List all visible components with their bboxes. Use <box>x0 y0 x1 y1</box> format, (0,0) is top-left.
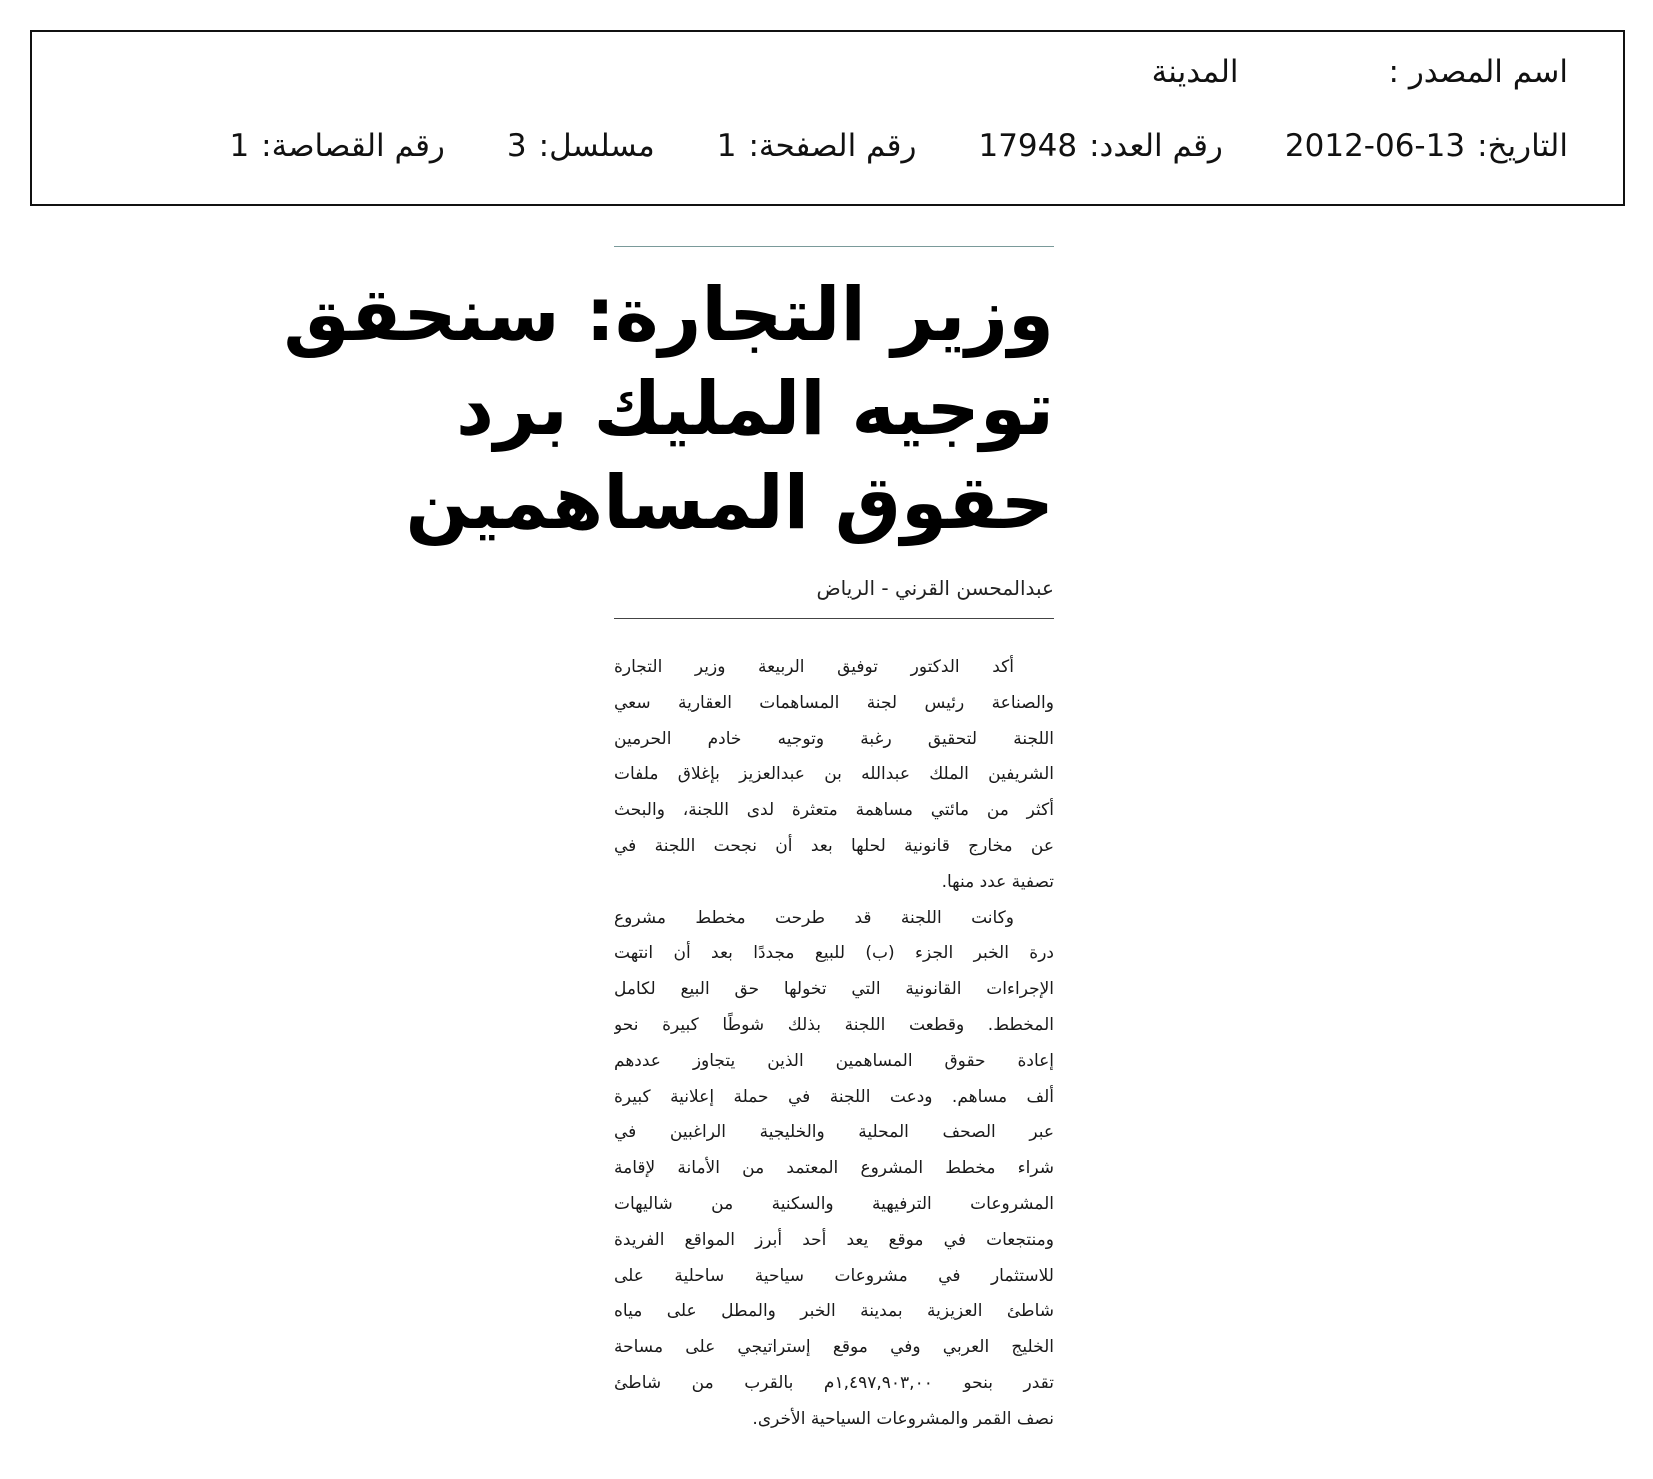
clip-field <box>229 128 444 164</box>
article-byline: عبدالمحسن القرني - الرياض <box>816 576 1054 600</box>
article-top-rule <box>614 246 1054 247</box>
source-row <box>1152 54 1568 90</box>
clipping-metadata-box <box>30 30 1625 206</box>
headline-line: حقوق المساهمين <box>405 460 1054 546</box>
body-line: وكانت اللجنة قد طرحت مخطط مشروع <box>614 907 1014 928</box>
date-value: 2012-06-13 <box>1284 128 1466 164</box>
article-body <box>614 650 1054 1438</box>
body-line: نصف القمر والمشروعات السياحية الأخرى. <box>752 1408 1054 1429</box>
date-label: التاريخ: <box>1477 128 1568 164</box>
source-value: المدينة <box>1151 54 1239 90</box>
page-field <box>717 128 917 164</box>
body-line: اللجنة لتحقيق رغبة وتوجيه خادم الحرمين <box>614 728 1054 749</box>
body-line: الخليج العربي وفي موقع إستراتيجي على مساحة <box>614 1337 1054 1358</box>
issue-field <box>978 128 1222 164</box>
body-line: شراء مخطط المشروع المعتمد من الأمانة لإقامة <box>614 1158 1054 1179</box>
byline-rule <box>614 618 1054 619</box>
body-line: للاستثمار في مشروعات سياحية ساحلية على <box>614 1265 1054 1286</box>
body-line: تصفية عدد منها. <box>941 871 1054 892</box>
serial-field <box>507 128 655 164</box>
headline-line: وزير التجارة: سنحقق <box>283 272 1054 358</box>
body-line: ألف مساهم. ودعت اللجنة في حملة إعلانية كبيرة <box>614 1086 1054 1107</box>
clip-value: 1 <box>229 128 250 164</box>
body-line: ومنتجعات في موقع يعد أحد أبرز المواقع الفريدة <box>614 1229 1054 1250</box>
body-line: والصناعة رئيس لجنة المساهمات العقارية سعي <box>614 692 1054 713</box>
body-line: عبر الصحف المحلية والخليجية الراغبين في <box>614 1122 1054 1143</box>
body-line: شاطئ العزيزية بمدينة الخبر والمطل على مياه <box>614 1301 1054 1322</box>
date-field <box>1285 128 1568 164</box>
body-line: أكثر من مائتي مساهمة متعثرة لدى اللجنة، والبحث <box>614 800 1054 821</box>
body-line: تقدر بنحو ١,٤٩٧,٩٠٣,٠٠م بالقرب من شاطئ <box>614 1372 1054 1393</box>
article-headline <box>283 268 1054 550</box>
serial-value: 3 <box>506 128 527 164</box>
clip-label: رقم القصاصة: <box>261 128 445 164</box>
body-line: الإجراءات القانونية التي تخولها حق البيع لكامل <box>614 979 1054 1000</box>
issue-value: 17948 <box>978 128 1078 164</box>
details-row <box>229 128 1568 164</box>
source-label: اسم المصدر : <box>1388 54 1568 90</box>
headline-line: توجيه المليك برد <box>456 366 1054 452</box>
page-label: رقم الصفحة: <box>748 128 917 164</box>
body-line: المشروعات الترفيهية والسكنية من شاليهات <box>614 1193 1054 1214</box>
body-line: المخطط. وقطعت اللجنة بذلك شوطًا كبيرة نحو <box>614 1014 1054 1035</box>
serial-label: مسلسل: <box>538 128 655 164</box>
body-line: درة الخبر الجزء (ب) للبيع مجددًا بعد أن انتهت <box>614 943 1054 964</box>
body-line: عن مخارج قانونية لحلها بعد أن نجحت اللجنة في <box>614 835 1054 856</box>
page-value: 1 <box>716 128 737 164</box>
issue-label: رقم العدد: <box>1089 128 1223 164</box>
body-line: إعادة حقوق المساهمين الذين يتجاوز عددهم <box>614 1050 1054 1071</box>
body-line: أكد الدكتور توفيق الربيعة وزير التجارة <box>614 657 1014 677</box>
body-line: الشريفين الملك عبدالله بن عبدالعزيز بإغلاق ملفات <box>614 764 1054 785</box>
